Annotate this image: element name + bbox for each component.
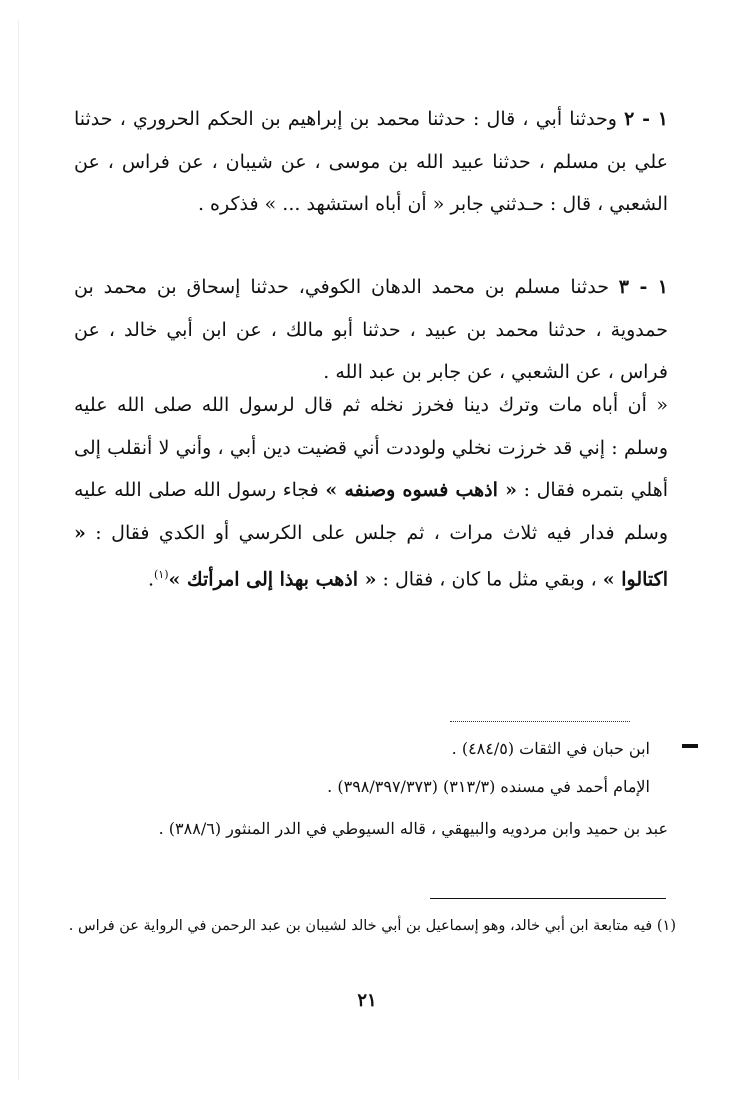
matn-bold-quote: « اكتالوا » (74, 521, 668, 591)
source-line-1: ابن حبان في الثقات (٤٨٤/٥) . (451, 739, 650, 758)
footnote-rule (430, 898, 666, 899)
matn-text: فجاء رسول الله صلى الله عليه وسلم فدار فيه ثلاث مرات ، ثم جلس على الكرسي أو الكدي فقال : (74, 479, 668, 544)
hadith-number: ١ - ٢ (624, 108, 668, 130)
bullet-mark (682, 744, 698, 748)
hadith-text: حدثنا مسلم بن محمد الدهان الكوفي، حدثنا إسحاق بن محمد بن حمدوية ، حدثنا محمد بن عبيد ، حدثنا أبو مالك ، عن ابن أبي خالد ، عن فراس ، عن الشعبي ، عن جابر بن عبد الله . (74, 276, 668, 383)
hadith-number: ١ - ٣ (618, 276, 668, 298)
page-edge (18, 20, 19, 1080)
page-number: ٢١ (357, 990, 377, 1011)
footnote-number: (١) (656, 918, 676, 934)
footnote (64, 902, 676, 950)
hadith-paragraph-2 (74, 266, 668, 394)
source-line-3: عبد بن حميد وابن مردويه والبيهقي ، قاله السيوطي في الدر المنثور (٣٨٨/٦) . (158, 819, 668, 838)
matn-end: . (147, 568, 154, 591)
footnote-marker: (١) (154, 568, 169, 581)
matn-bold-quote: « اذهب بهذا إلى امرأتك » (168, 568, 377, 591)
matn-bold-quote: « اذهب فسوه وصنفه » (325, 479, 517, 501)
footnote-text: فيه متابعة ابن أبي خالد، وهو إسماعيل بن أبي خالد لشيبان بن عبد الرحمن في الرواية عن فراس . (68, 918, 653, 934)
dotted-separator (450, 721, 630, 722)
matn-text: ، وبقي مثل ما كان ، فقال : (376, 568, 603, 591)
matn-text: « أن أباه مات وترك دينا فخرز نخله ثم قال لرسول الله صلى الله عليه وسلم : إني قد خرزت نخلي ولوددت أني قضيت دين أبي ، وأني لا أنقلب إلى أهلي بتمره فقال : (74, 394, 668, 501)
hadith-matn (74, 384, 668, 601)
source-line-2: الإمام أحمد في مسنده (٣١٣/٣) (٣٩٨/٣٩٧/٣٧٣) . (327, 777, 650, 796)
hadith-paragraph-1 (74, 98, 668, 226)
hadith-text: وحدثنا أبي ، قال : حدثنا محمد بن إبراهيم بن الحكم الحروري ، حدثنا علي بن مسلم ، حدثنا عبيد الله بن موسى ، عن شيبان ، عن فراس ، عن الشعبي ، قال : حـدثني جابر « أن أباه استشهد ... » فذكره . (74, 108, 668, 215)
